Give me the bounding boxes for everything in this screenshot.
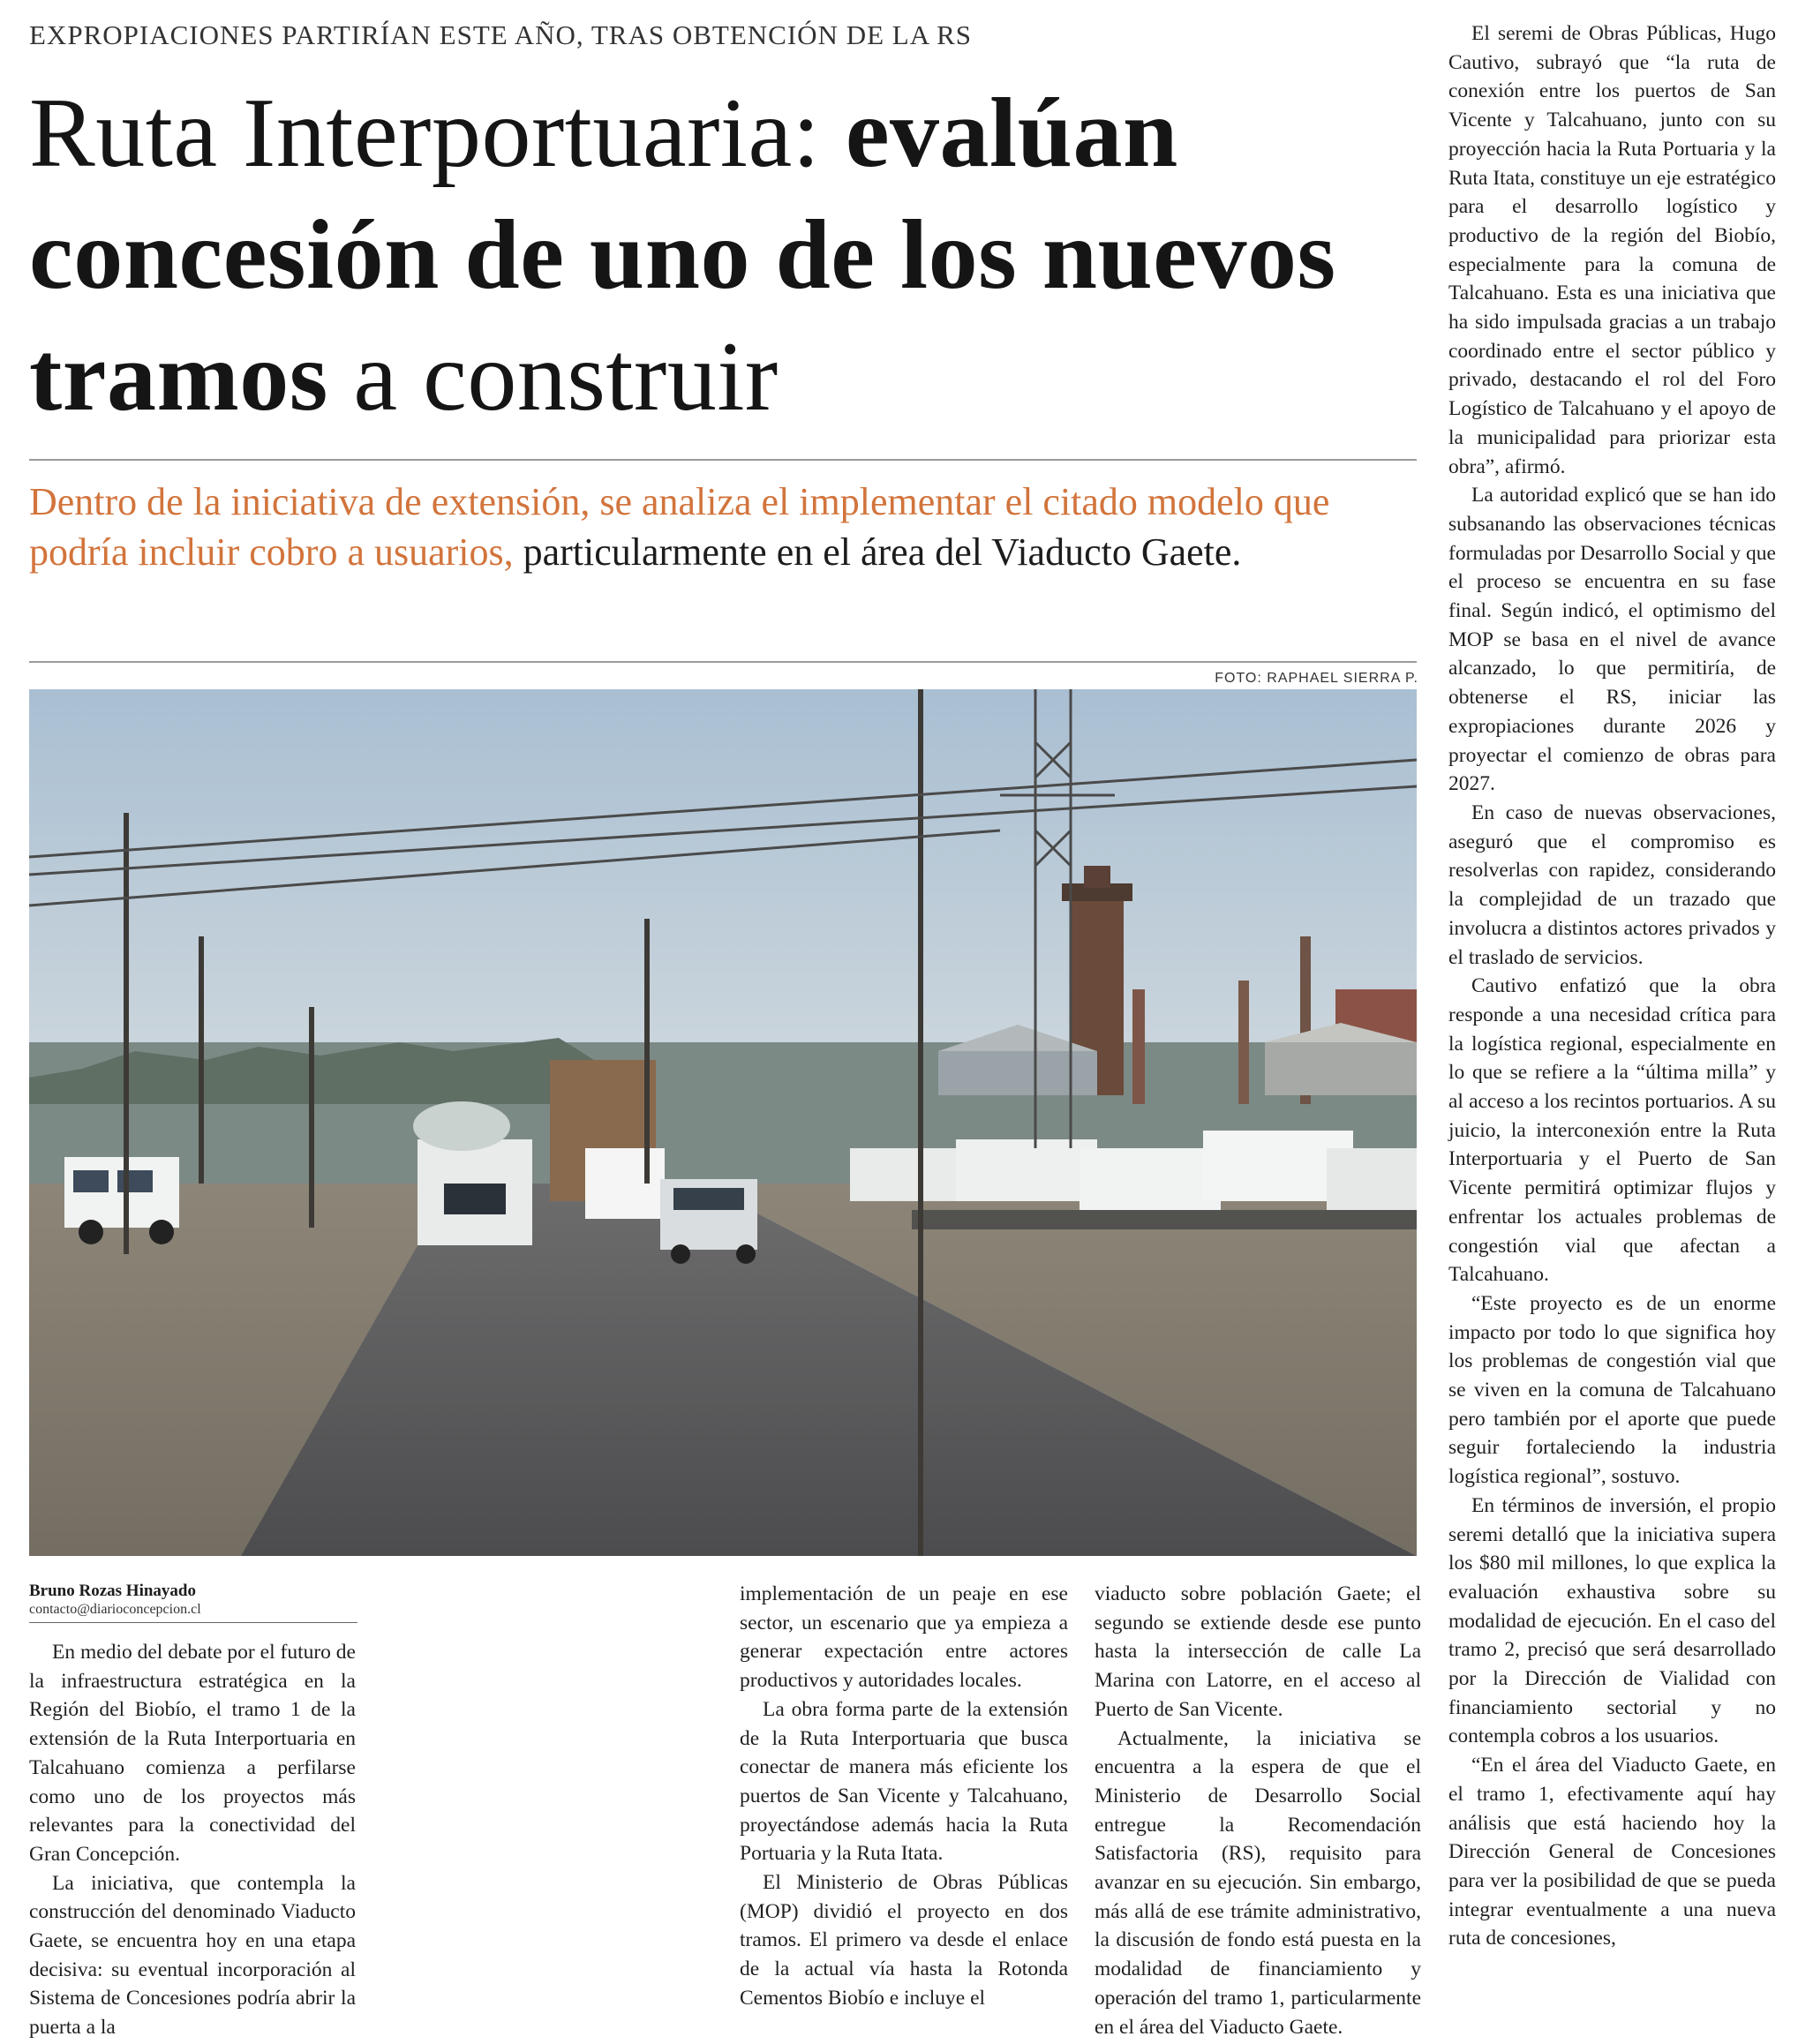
paragraph: El seremi de Obras Públicas, Hugo Cautivo, subrayó que “la ruta de conexión entre los puertos de San Vicente y Talcahuano, junto con su proyección hacia la Ruta Portuaria y la Ruta Itata, constituye un eje estratégico para el desarrollo logístico y productivo de la región del Biobío, especialmente para la comuna de Talcahuano. Esta es una iniciativa que ha sido impulsada gracias a un trabajo coordinado entre el sector público y privado, destacando el rol del Foro Logístico de Talcahuano y el apoyo de la municipalidad para priorizar esta obra”, afirmó.: [1448, 22, 1776, 478]
article-byline: [29, 1582, 357, 1623]
deck-rest: particularmente en el área del Viaducto Gaete.: [513, 530, 1242, 574]
photo-credit: FOTO: RAPHAEL SIERRA P.: [1215, 671, 1418, 686]
article-photo: [29, 689, 1417, 1556]
article-column-4: [1448, 19, 1776, 1953]
headline-part-1: Ruta Interportuaria:: [29, 79, 846, 188]
paragraph: Actualmente, la iniciativa se encuentra a la espera de que el Ministerio de Desarrollo Social entregue la Recomendación Satisfactoria (RS), requisito para avanzar en su ejecución. Sin embargo, más allá de ese trámite administrativo, la discusión de fondo está puesta en la modalidad de financiamiento y operación del tramo 1, particularmente en el área del Viaducto Gaete.: [1095, 1726, 1421, 2039]
paragraph: “Este proyecto es de un enorme impacto por todo lo que significa hoy los problemas de congestión vial que se viven en la comuna de Talcahuano pero también por el aporte que puede seguir fortaleciendo la industria logística regional”, sostuvo.: [1448, 1291, 1776, 1489]
headline-part-2: evalúan concesión de uno de los nuevos tramos: [29, 79, 1336, 432]
article-column-1: [29, 1638, 356, 2042]
divider-bottom: [29, 661, 1417, 663]
deck-accent: Dentro de la iniciativa de extensión, se analiza el implementar el citado modelo que podría incluir cobro a usuarios,: [29, 480, 1330, 574]
byline-author: Bruno Rozas Hinayado: [29, 1582, 196, 1600]
street-scene-image: [29, 689, 1417, 1556]
paragraph: “En el área del Viaducto Gaete, en el tramo 1, efectivamente aquí hay análisis que está haciendo hoy la Dirección General de Concesiones para ver la posibilidad de que se pueda integrar eventualmente a una nueva ruta de concesiones,: [1448, 1754, 1776, 1950]
paragraph: En medio del debate por el futuro de la infraestructura estratégica en la Región del Biobío, el tramo 1 de la extensión de la Ruta Interportuaria en Talcahuano comienza a perfilarse como uno de los proyectos más relevantes para la conectividad del Gran Concepción.: [29, 1641, 356, 1866]
paragraph: La iniciativa, que contempla la construcción del denominado Viaducto Gaete, se encuentra hoy en una etapa decisiva: su eventual incorporación al Sistema de Concesiones podría abrir la puerta a la: [29, 1871, 356, 2040]
paragraph: En caso de nuevas observaciones, aseguró que el compromiso es resolverlas con rapidez, considerando la complejidad de un trazado que involucra a distintos actores privados y el traslado de servicios.: [1448, 800, 1776, 969]
headline-part-3: a construir: [327, 322, 779, 432]
paragraph: La obra forma parte de la extensión de la Ruta Interportuaria que busca conectar de manera más eficiente los puertos de San Vicente y Talcahuano, proyectándose además hacia la Ruta Portuaria y la Ruta Itata.: [740, 1697, 1068, 1866]
article-kicker: EXPROPIACIONES PARTIRÍAN ESTE AÑO, TRAS OBTENCIÓN DE LA RS: [29, 19, 973, 50]
story-column-2: [740, 1580, 1068, 2013]
article-deck: [29, 477, 1411, 577]
byline-email: contacto@diarioconcepcion.cl: [29, 1602, 201, 1617]
article-headline: [29, 72, 1406, 438]
divider-top: [29, 459, 1417, 461]
paragraph: implementación de un peaje en ese sector, un escenario que ya empieza a generar expectación entre actores productivos y autoridades locales.: [740, 1582, 1068, 1693]
paragraph: En términos de inversión, el propio seremi detalló que la iniciativa supera los $80 mil millones, lo que explica la evaluación exhaustiva sobre su modalidad de ejecución. En el caso del tramo 2, precisó que será desarrollado por la Dirección de Vialidad con financiamiento sectorial y no contempla cobros a los usuarios.: [1448, 1493, 1776, 1748]
paragraph: La autoridad explicó que se han ido subsanando las observaciones técnicas formuladas por Desarrollo Social y que el proceso se encuentra en su fase final. Según indicó, el optimismo del MOP se basa en el nivel de avance alcanzado, lo que permitiría, de obtenerse el RS, iniciar las expropiaciones durante 2026 y proyectar el comienzo de obras para 2027.: [1448, 484, 1776, 796]
paragraph: Cautivo enfatizó que la obra responde a una necesidad crítica para la logística regional, especialmente en lo que se refiere a la “última milla” y al acceso a los recintos portuarios. A su juicio, la interconexión entre la Ruta Interportuaria y el Puerto de San Vicente permitirá optimizar flujos y enfrentar los actuales problemas de congestión vial que afectan a Talcahuano.: [1448, 974, 1776, 1287]
paragraph: El Ministerio de Obras Públicas (MOP) dividió el proyecto en dos tramos. El primero va desde el enlace de la actual vía hasta la Rotonda Cementos Biobío e incluye el: [740, 1871, 1068, 2010]
paragraph: viaducto sobre población Gaete; el segundo se extiende desde ese punto hasta la intersección de calle La Marina con Latorre, en el acceso al Puerto de San Vicente.: [1095, 1582, 1421, 1721]
article-column-3: [1095, 1580, 1421, 2041]
